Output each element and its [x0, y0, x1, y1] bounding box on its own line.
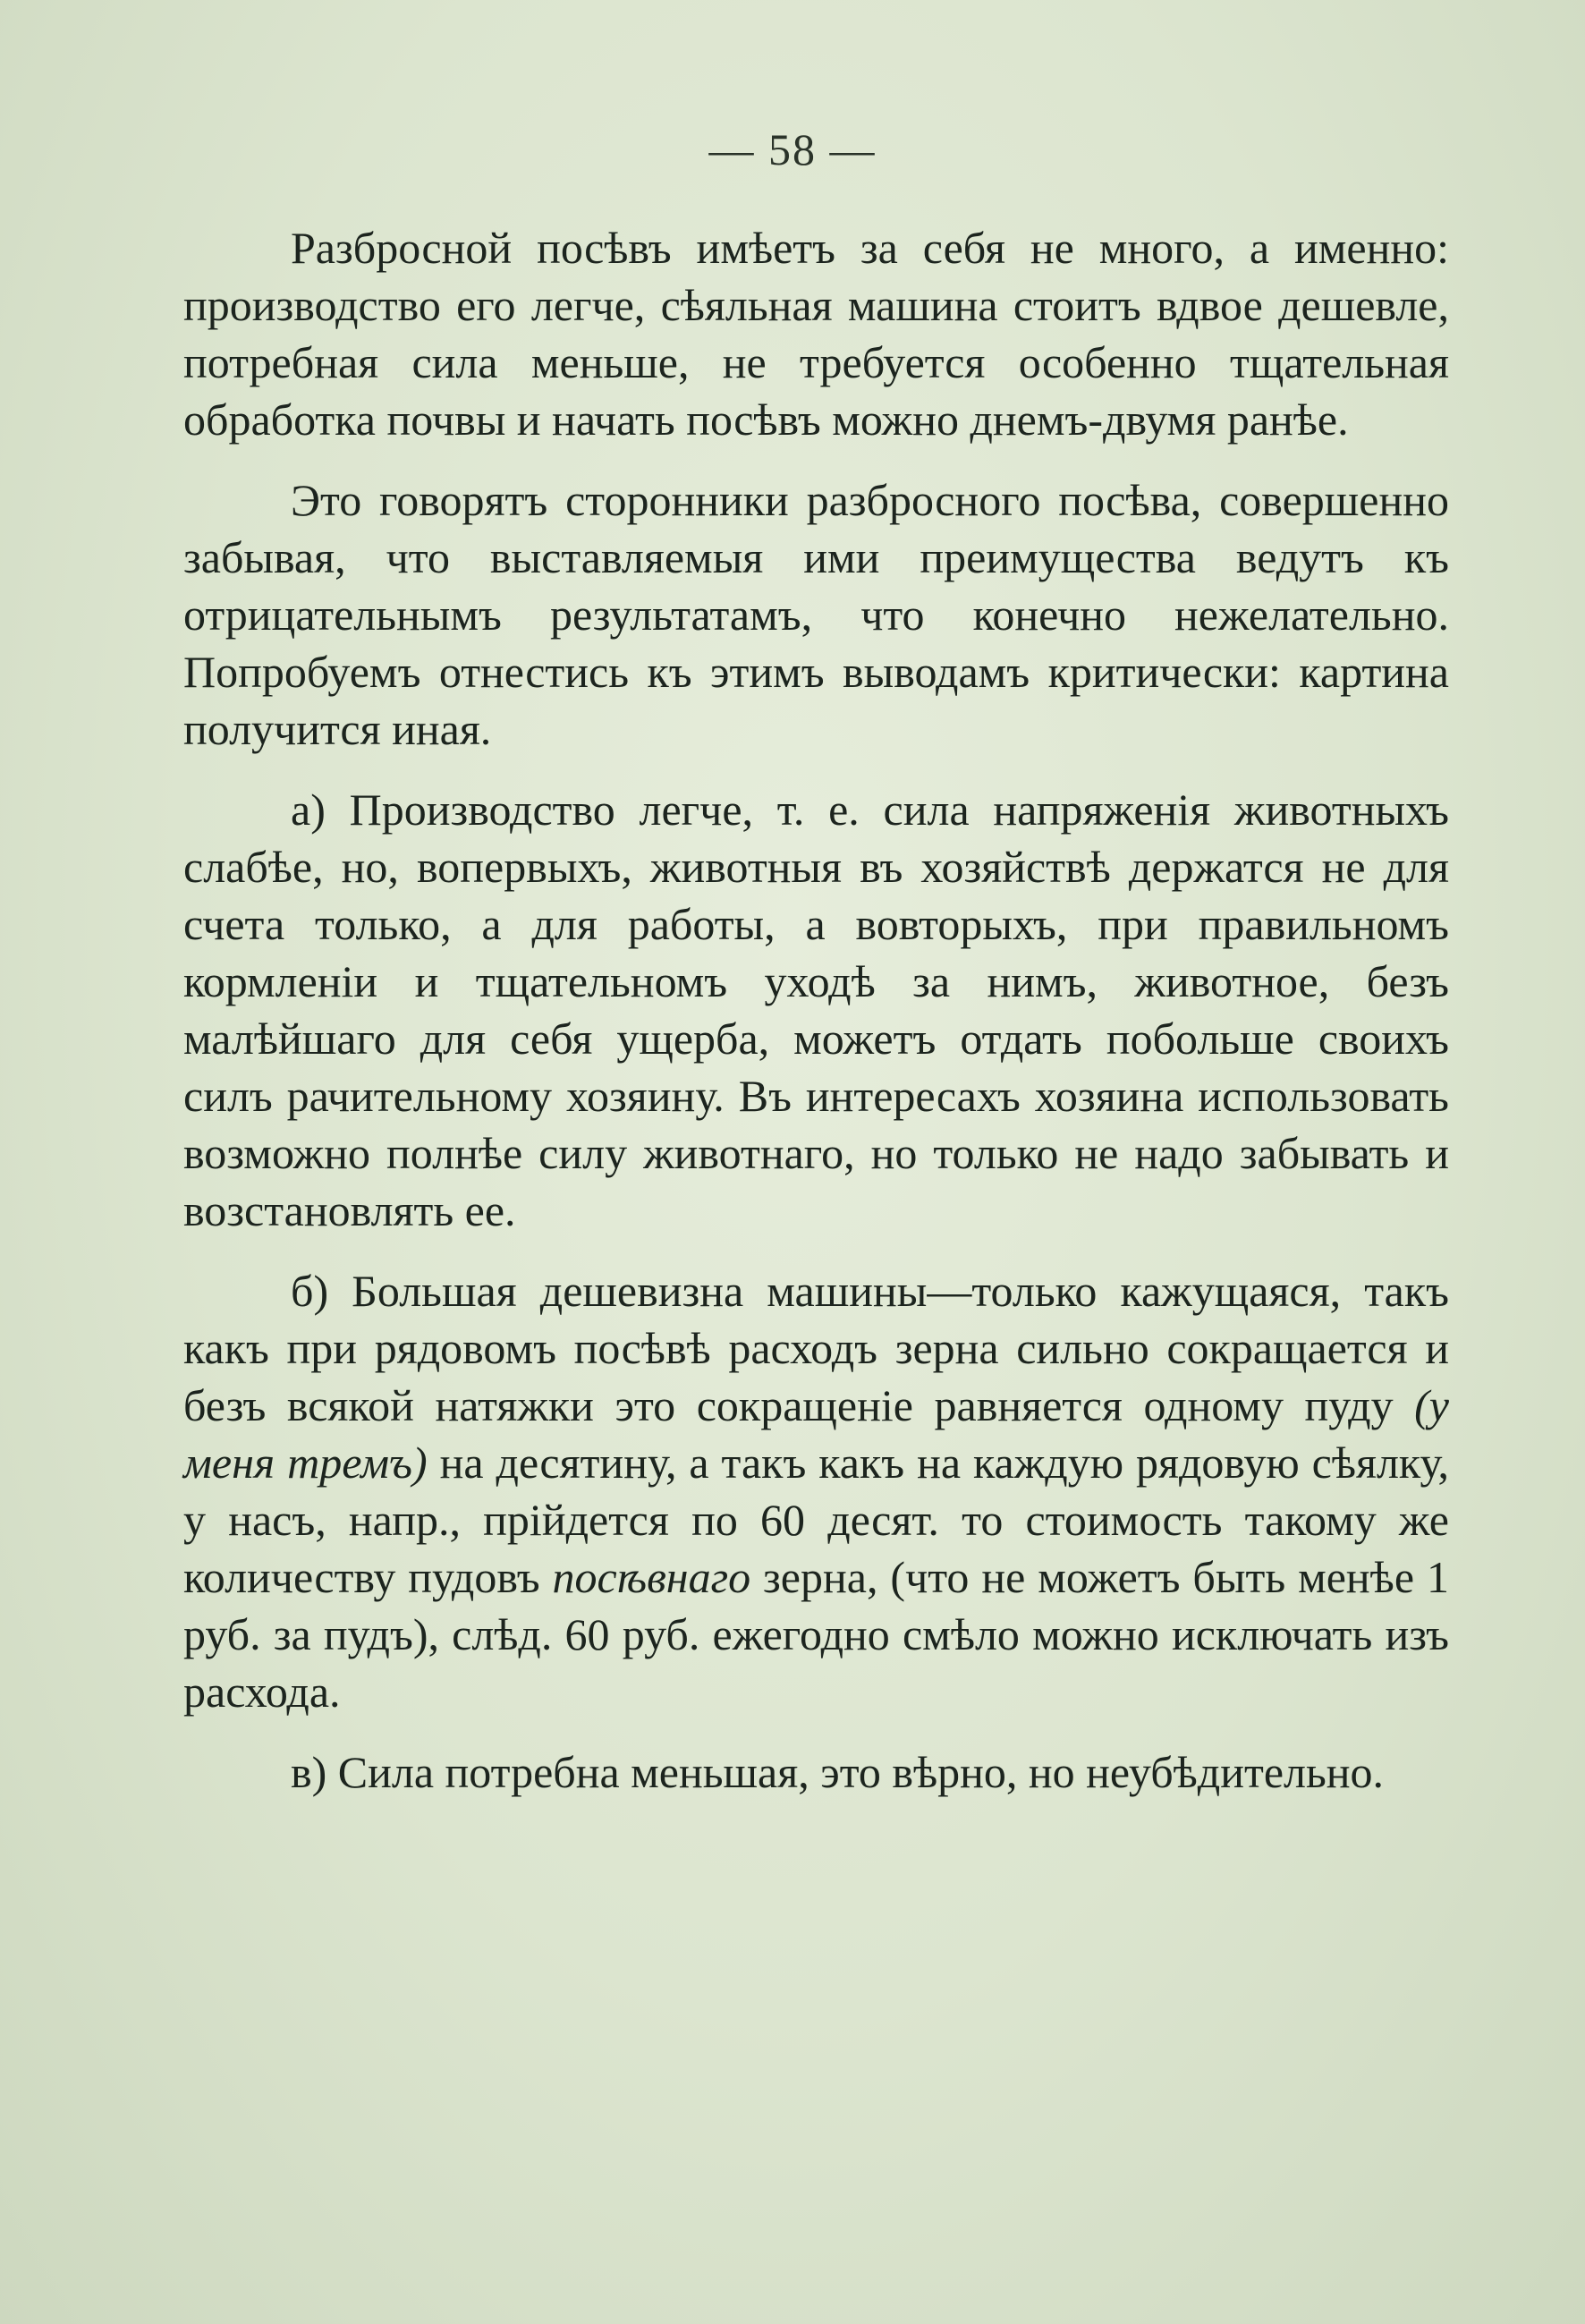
paragraph-1: Разбросной посѣвъ имѣетъ за себя не много, а именно: производство его легче, сѣяльная машина стоитъ вдвое дешевле, потребная сила меньше, не требуется особенно тщательная обработка почвы и начать посѣвъ можно днемъ-двумя ранѣе.: [183, 223, 1449, 445]
paragraph-b-text-2: на десятину, а такъ какъ на каждую рядовую сѣялку, у насъ, напр., прійдется по 60 десят. то стоимость такому же количеству пудовъ: [183, 1438, 1450, 1602]
paragraph-2: Это говорятъ сторонники разбросного посѣва, совершенно забывая, что выставляемыя ими преимущества ведутъ къ отрицательнымъ результатамъ, что конечно нежелательно. Попробуемъ отнестись къ этимъ выводамъ критически: картина получится иная.: [183, 475, 1449, 754]
body-text: [183, 219, 1449, 1801]
paragraph-b-italic-2: посѣвнаго: [552, 1552, 751, 1602]
paragraph-a: а) Производство легче, т. е. сила напряженія животныхъ слабѣе, но, вопервыхъ, животныя въ хозяйствѣ держатся не для счета только, а для работы, а вовторыхъ, при правильномъ кормленіи и тщательномъ уходѣ за нимъ, животное, безъ малѣйшаго для себя ущерба, можетъ отдать побольше своихъ силъ рачительному хозяину. Въ интересахъ хозяина использовать возможно полнѣе силу животнаго, но только не надо забывать и возстановлять ее.: [183, 785, 1449, 1235]
paragraph-b: [183, 1262, 1449, 1720]
paragraph-b-text-1: б) Большая дешевизна машины—только кажущаяся, такъ какъ при рядовомъ посѣвѣ расходъ зерна сильно сокращается и безъ всякой натяжки это сокращеніе равняется одному пуду: [183, 1266, 1449, 1430]
paragraph-b-italic-1: (у меня тремъ): [183, 1380, 1449, 1488]
paragraph-b-text-3: зерна, (что не можетъ быть менѣе 1 руб. за пудъ), слѣд. 60 руб. ежегодно смѣло можно исключать изъ расхода.: [183, 1552, 1449, 1717]
paragraph-v: в) Сила потребна меньшая, это вѣрно, но неубѣдительно.: [291, 1747, 1385, 1797]
page-number: — 58 —: [708, 124, 877, 174]
